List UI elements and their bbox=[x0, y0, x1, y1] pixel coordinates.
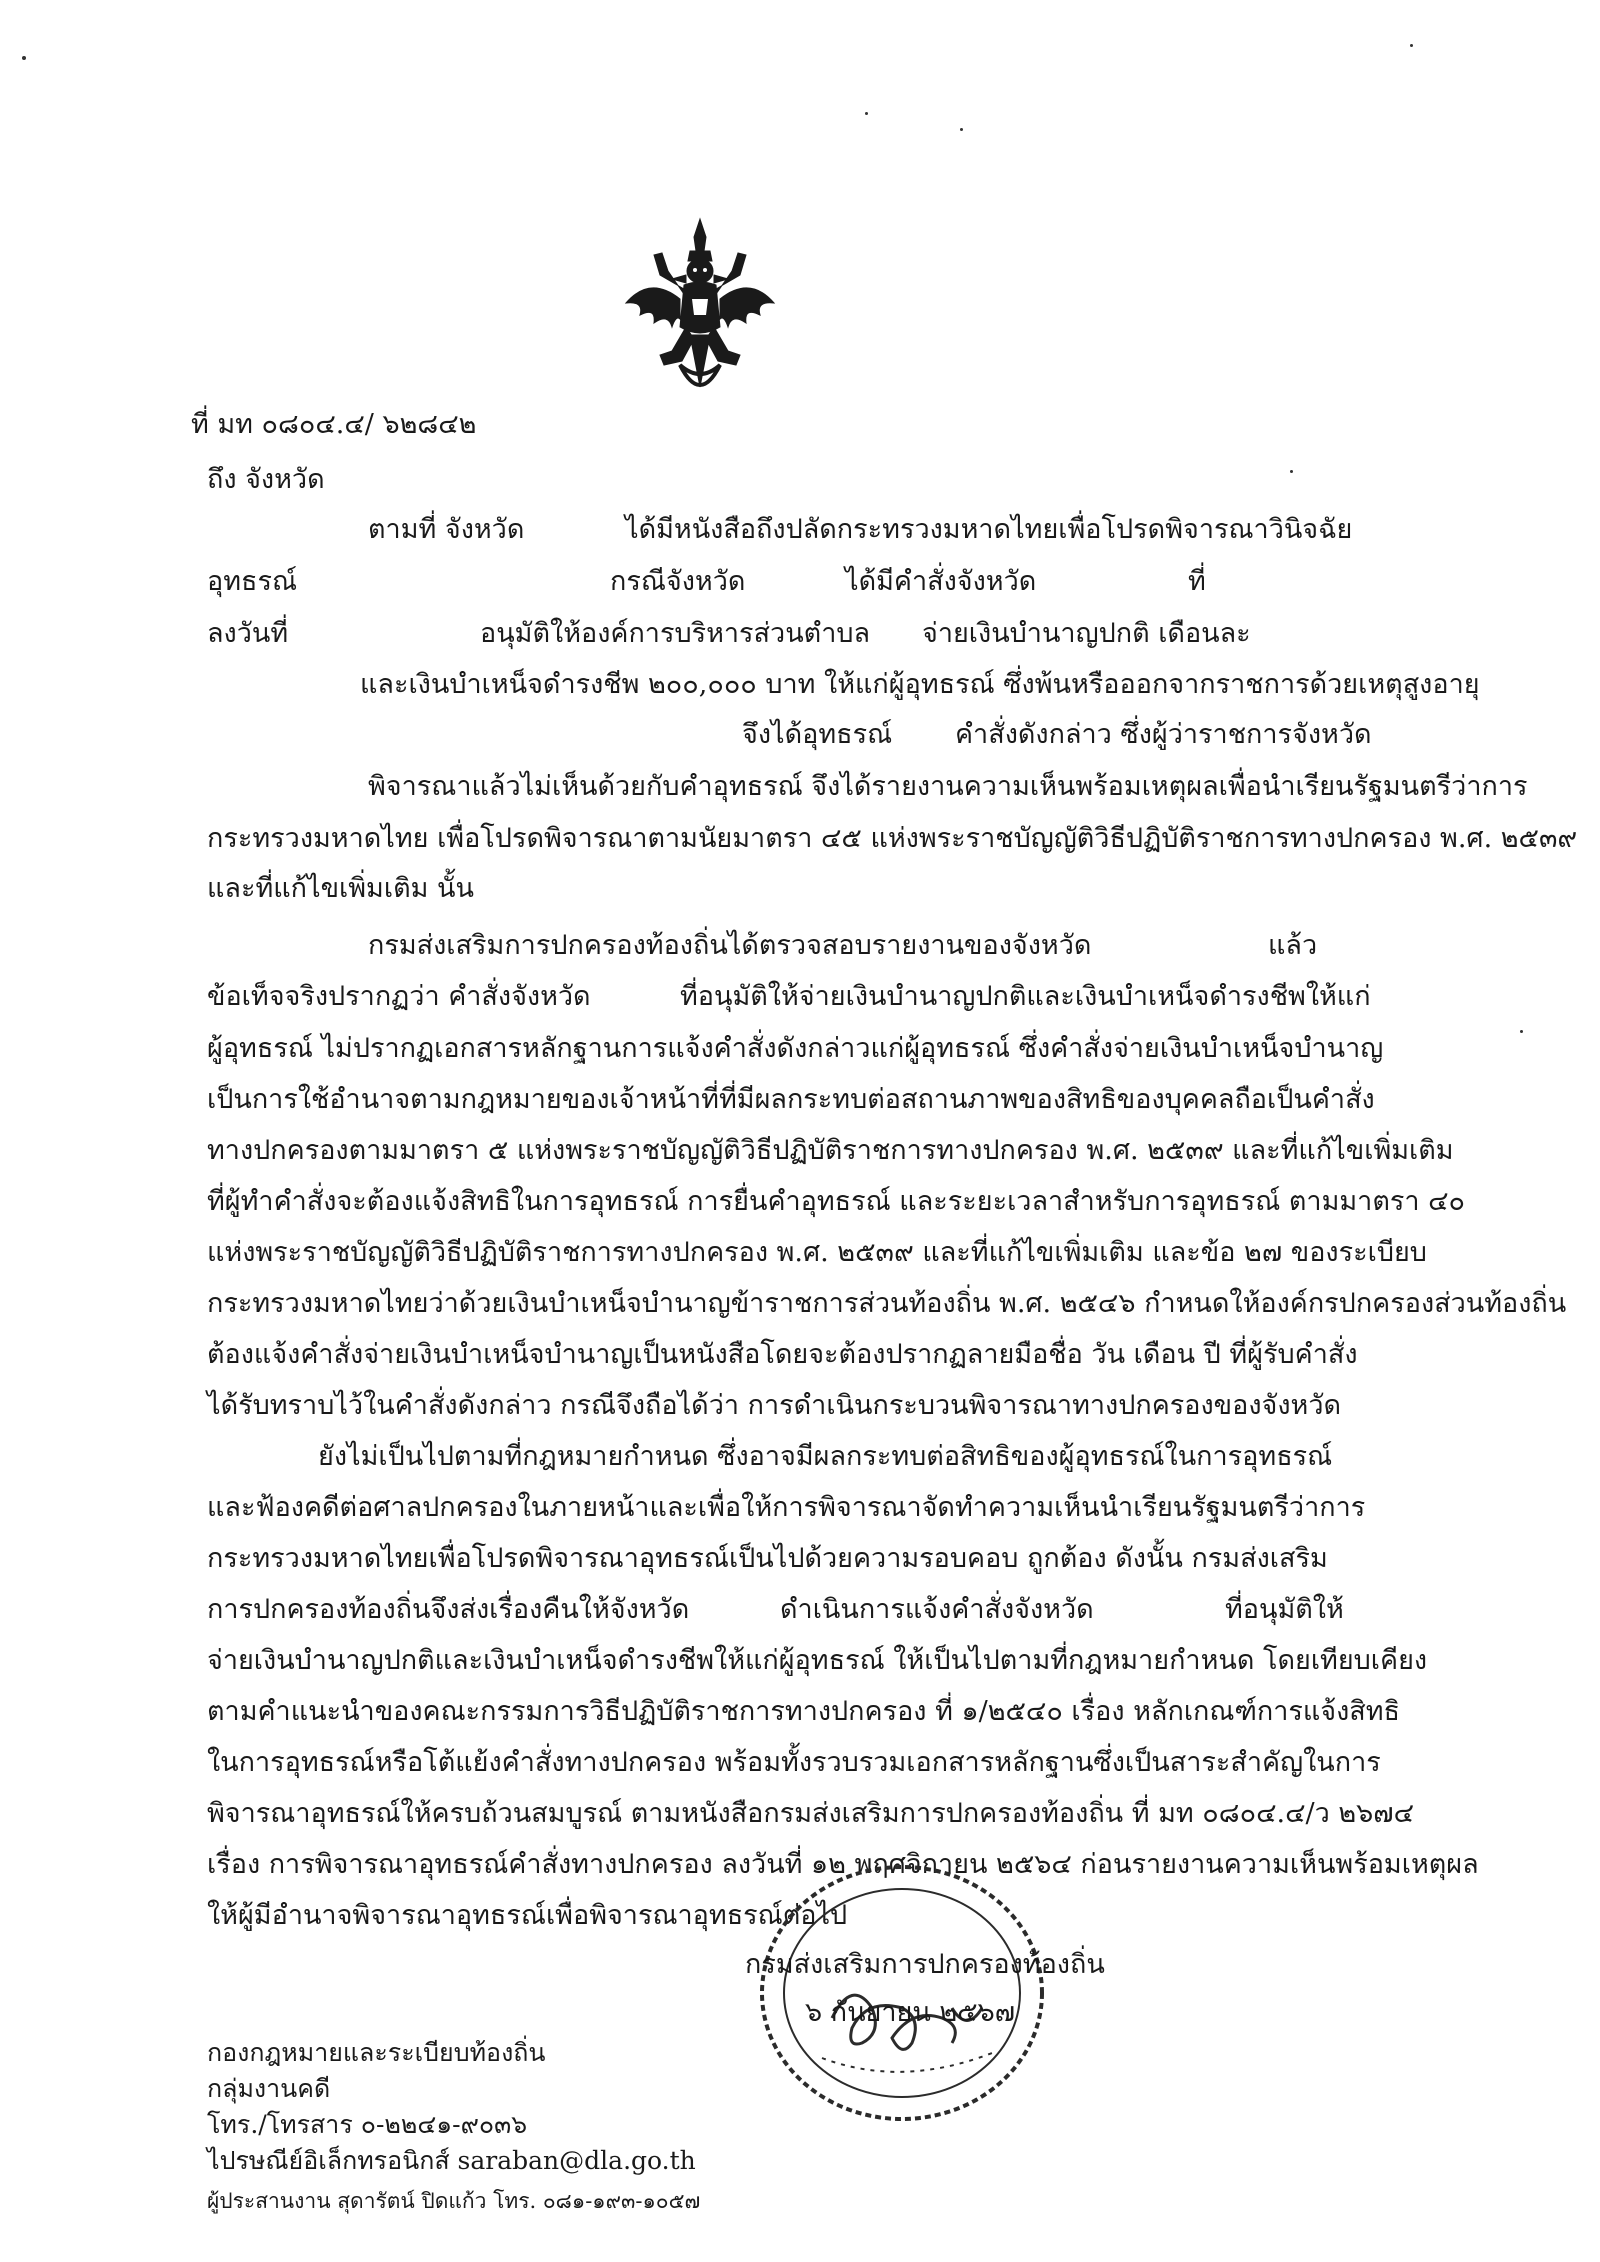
scan-speck bbox=[960, 128, 963, 131]
text-line: พิจารณาอุทธรณ์ให้ครบถ้วนสมบูรณ์ ตามหนังสือกรมส่งเสริมการปกครองท้องถิ่น ที่ มท ๐๘๐๔.๔/ว ๒๖๗๔ bbox=[207, 1798, 1415, 1829]
scan-speck bbox=[22, 56, 26, 60]
text-line: กรมส่งเสริมการปกครองท้องถิ่นได้ตรวจสอบรายงานของจังหวัด bbox=[368, 930, 1092, 961]
text-line: เรื่อง การพิจารณาอุทธรณ์คำสั่งทางปกครอง ลงวันที่ ๑๒ พฤศจิกายน ๒๕๖๔ ก่อนรายงานความเห็นพร้อมเหตุผล bbox=[207, 1849, 1479, 1880]
text-line: ในการอุทธรณ์หรือโต้แย้งคำสั่งทางปกครอง พร้อมทั้งรวบรวมเอกสารหลักฐานซึ่งเป็นสาระสำคัญในการ bbox=[207, 1747, 1381, 1778]
text-line: ที่ผู้ทำคำสั่งจะต้องแจ้งสิทธิในการอุทธรณ์ การยื่นคำอุทธรณ์ และระยะเวลาสำหรับการอุทธรณ์ ตามมาตรา ๔๐ bbox=[207, 1186, 1466, 1217]
scan-speck bbox=[1290, 470, 1293, 473]
text-line: และเงินบำเหน็จดำรงชีพ ๒๐๐,๐๐๐ บาท ให้แก่ผู้อุทธรณ์ ซึ่งพ้นหรือออกจากราชการด้วยเหตุสูงอายุ bbox=[360, 669, 1480, 700]
text-line: กระทรวงมหาดไทยเพื่อโปรดพิจารณาอุทธรณ์เป็นไปด้วยความรอบคอบ ถูกต้อง ดังนั้น กรมส่งเสริม bbox=[207, 1543, 1328, 1574]
text-line: แห่งพระราชบัญญัติวิธีปฏิบัติราชการทางปกครอง พ.ศ. ๒๕๓๙ และที่แก้ไขเพิ่มเติม และข้อ ๒๗ ของระเบียบ bbox=[207, 1237, 1427, 1268]
garuda-emblem-icon bbox=[620, 215, 780, 405]
signing-department: กรมส่งเสริมการปกครองท้องถิ่น bbox=[745, 1949, 1105, 1980]
text-line: จ่ายเงินบำนาญปกติและเงินบำเหน็จดำรงชีพให้แก่ผู้อุทธรณ์ ให้เป็นไปตามที่กฎหมายกำหนด โดยเทียบเคียง bbox=[207, 1645, 1428, 1676]
footer-email: ไปรษณีย์อิเล็กทรอนิกส์ saraban@dla.go.th bbox=[207, 2146, 696, 2175]
text-line: ทางปกครองตามมาตรา ๕ แห่งพระราชบัญญัติวิธีปฏิบัติราชการทางปกครอง พ.ศ. ๒๕๓๙ และที่แก้ไขเพิ่มเติม bbox=[207, 1135, 1454, 1166]
scan-speck bbox=[865, 112, 868, 115]
text-line: ที่อนุมัติให้ bbox=[1225, 1594, 1344, 1625]
reference-number: ที่ มท ๐๘๐๔.๔/ ๖๒๘๔๒ bbox=[191, 409, 477, 440]
text-line: จึงได้อุทธรณ์ bbox=[742, 719, 893, 750]
signing-date: ๖ กันยายน ๒๕๖๗ bbox=[805, 1997, 1016, 2028]
text-line: ผู้อุทธรณ์ ไม่ปรากฏเอกสารหลักฐานการแจ้งคำสั่งดังกล่าวแก่ผู้อุทธรณ์ ซึ่งคำสั่งจ่ายเงินบำเหน็จบำนาญ bbox=[207, 1033, 1384, 1064]
text-line: ลงวันที่ bbox=[207, 618, 289, 649]
text-line: และฟ้องคดีต่อศาลปกครองในภายหน้าและเพื่อให้การพิจารณาจัดทำความเห็นนำเรียนรัฐมนตรีว่าการ bbox=[207, 1492, 1366, 1523]
text-line: แล้ว bbox=[1268, 930, 1318, 961]
text-line: ยังไม่เป็นไปตามที่กฎหมายกำหนด ซึ่งอาจมีผลกระทบต่อสิทธิของผู้อุทธรณ์ในการอุทธรณ์ bbox=[318, 1441, 1333, 1472]
scan-speck bbox=[1520, 1030, 1523, 1033]
text-line: พิจารณาแล้วไม่เห็นด้วยกับคำอุทธรณ์ จึงได้รายงานความเห็นพร้อมเหตุผลเพื่อนำเรียนรัฐมนตรีว่าการ bbox=[368, 771, 1528, 802]
text-line: อนุมัติให้องค์การบริหารส่วนตำบล bbox=[480, 618, 871, 649]
footer-phone: โทร./โทรสาร ๐-๒๒๔๑-๙๐๓๖ bbox=[207, 2110, 528, 2139]
text-line: เป็นการใช้อำนาจตามกฎหมายของเจ้าหน้าที่ที่มีผลกระทบต่อสถานภาพของสิทธิของบุคคลถือเป็นคำสั่ง bbox=[207, 1084, 1375, 1115]
text-line: อุทธรณ์ bbox=[207, 566, 298, 597]
scan-speck bbox=[1410, 44, 1413, 47]
text-line: กรณีจังหวัด bbox=[610, 566, 746, 597]
text-line: ดำเนินการแจ้งคำสั่งจังหวัด bbox=[780, 1594, 1094, 1625]
text-line: ได้มีคำสั่งจังหวัด bbox=[845, 566, 1037, 597]
text-line: ที่ bbox=[1188, 566, 1206, 597]
footer-coordinator: ผู้ประสานงาน สุดารัตน์ ปิดแก้ว โทร. ๐๘๑-๑๙๓-๑๐๕๗ bbox=[207, 2189, 701, 2213]
text-line: ให้ผู้มีอำนาจพิจารณาอุทธรณ์เพื่อพิจารณาอุทธรณ์ต่อไป bbox=[207, 1900, 848, 1931]
recipient-line: ถึง จังหวัด bbox=[207, 464, 325, 495]
footer-group: กลุ่มงานคดี bbox=[207, 2074, 331, 2103]
footer-division: กองกฎหมายและระเบียบท้องถิ่น bbox=[207, 2038, 546, 2067]
text-line: จ่ายเงินบำนาญปกติ เดือนละ bbox=[922, 618, 1251, 649]
text-line: ตามที่ จังหวัด bbox=[368, 514, 525, 545]
text-line: ต้องแจ้งคำสั่งจ่ายเงินบำเหน็จบำนาญเป็นหนังสือโดยจะต้องปรากฏลายมือชื่อ วัน เดือน ปี ที่ผู้รับคำสั่ง bbox=[207, 1339, 1358, 1370]
text-line: การปกครองท้องถิ่นจึงส่งเรื่องคืนให้จังหวัด bbox=[207, 1594, 690, 1625]
text-line: ข้อเท็จจริงปรากฏว่า คำสั่งจังหวัด bbox=[207, 981, 591, 1012]
text-line: คำสั่งดังกล่าว ซึ่งผู้ว่าราชการจังหวัด bbox=[955, 719, 1372, 750]
text-line: และที่แก้ไขเพิ่มเติม นั้น bbox=[207, 873, 474, 904]
text-line: ที่อนุมัติให้จ่ายเงินบำนาญปกติและเงินบำเหน็จดำรงชีพให้แก่ bbox=[680, 981, 1371, 1012]
text-line: ตามคำแนะนำของคณะกรรมการวิธีปฏิบัติราชการทางปกครอง ที่ ๑/๒๕๔๐ เรื่อง หลักเกณฑ์การแจ้งสิทธิ bbox=[207, 1696, 1401, 1727]
text-line: ได้มีหนังสือถึงปลัดกระทรวงมหาดไทยเพื่อโปรดพิจารณาวินิจฉัย bbox=[625, 514, 1353, 545]
text-line: ได้รับทราบไว้ในคำสั่งดังกล่าว กรณีจึงถือได้ว่า การดำเนินกระบวนพิจารณาทางปกครองของจังหวัด bbox=[207, 1390, 1342, 1421]
text-line: กระทรวงมหาดไทย เพื่อโปรดพิจารณาตามนัยมาตรา ๔๕ แห่งพระราชบัญญัติวิธีปฏิบัติราชการทางปกครอง พ.ศ. ๒๕๓๙ bbox=[207, 823, 1578, 854]
text-line: กระทรวงมหาดไทยว่าด้วยเงินบำเหน็จบำนาญข้าราชการส่วนท้องถิ่น พ.ศ. ๒๕๔๖ กำหนดให้องค์กรปกครองส่วนท้องถิ่น bbox=[207, 1288, 1567, 1319]
